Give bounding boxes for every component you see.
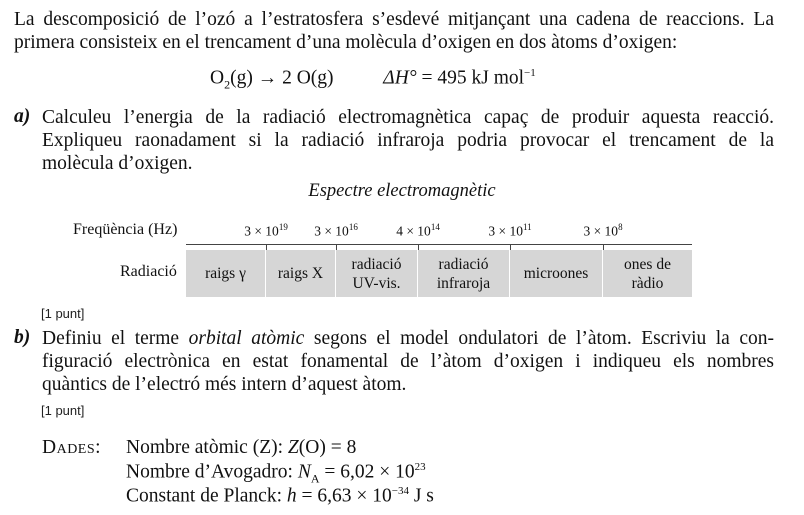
band-microwave: microones	[510, 250, 603, 297]
radiation-label: Radiació	[120, 263, 177, 280]
dades-label: Dades:	[42, 437, 102, 458]
question-a-line-2: Expliqueu raonadament si la radiació infraroja podria provocar el trencament de la	[42, 130, 774, 151]
reactant: O	[210, 67, 225, 89]
frequency-value: $4 \times 10^{14}$	[396, 222, 440, 239]
question-a-line-3: molècula d’oxigen.	[42, 153, 193, 174]
reaction-equation	[210, 67, 536, 92]
dada-avogadro: Nombre d’Avogadro: $N_A = 6,02 \times 10^{23}$	[126, 461, 426, 486]
band-uv-vis: radiació UV-vis.	[336, 250, 418, 297]
intro-line-1: La descomposició de l’ozó a l’estratosfera s’esdevé mitjançant una cadena de reaccions. La	[14, 9, 774, 30]
product: 2 O(g)	[282, 67, 334, 89]
band-xray: raigs X	[266, 250, 336, 297]
frequency-value: $3 \times 10^{11}$	[488, 222, 532, 239]
enthalpy-symbol: ΔH°	[383, 67, 417, 89]
question-a-label: a)	[14, 106, 31, 127]
spectrum-title: Espectre electromagnètic	[308, 181, 496, 201]
question-a-line-1: Calculeu l’energia de la radiació electromagnètica capaç de produir aquesta reacció.	[42, 107, 774, 128]
spectrum-band	[186, 250, 692, 297]
reactant-subscript: 2	[224, 77, 231, 92]
dada-planck: Constant de Planck: $h = 6,63 \times 10^{-34}$ J s	[126, 485, 434, 507]
question-b-line-1: Definiu el terme orbital atòmic segons el model ondulatori de l’àtom. Escriviu la con-	[42, 328, 775, 349]
band-radio: ones de ràdio	[624, 255, 671, 292]
reaction-arrow: →	[257, 67, 278, 89]
punt-a: [1 punt]	[41, 306, 85, 321]
question-b-line-2: figuració electrònica en estat fonamental de l’àtom d’oxigen i indiqueu els nombres	[42, 351, 774, 372]
frequency-value: $3 \times 10^{19}$	[244, 222, 288, 239]
intro-line-2: primera consisteix en el trencament d’una molècula d’oxigen en dos àtoms d’oxigen:	[14, 32, 678, 53]
frequency-value: $3 \times 10^8$	[583, 222, 623, 239]
reactant-state: (g)	[230, 67, 253, 89]
punt-b: [1 punt]	[41, 403, 85, 418]
enthalpy-exponent: −1	[524, 67, 536, 79]
frequency-value: $3 \times 10^{16}$	[314, 222, 358, 239]
question-b-line-3: quàntics de l’electró més intern d’aquest àtom.	[42, 374, 407, 395]
frequency-label: Freqüència (Hz)	[73, 221, 178, 238]
question-b-label: b)	[14, 327, 31, 348]
dada-atomic-number: Nombre atòmic (Z): Z(O) = 8	[126, 437, 357, 458]
band-gamma: raigs γ	[186, 250, 266, 297]
band-infrared: radiació infraroja	[418, 250, 510, 297]
enthalpy-value: = 495 kJ mol	[421, 67, 525, 89]
